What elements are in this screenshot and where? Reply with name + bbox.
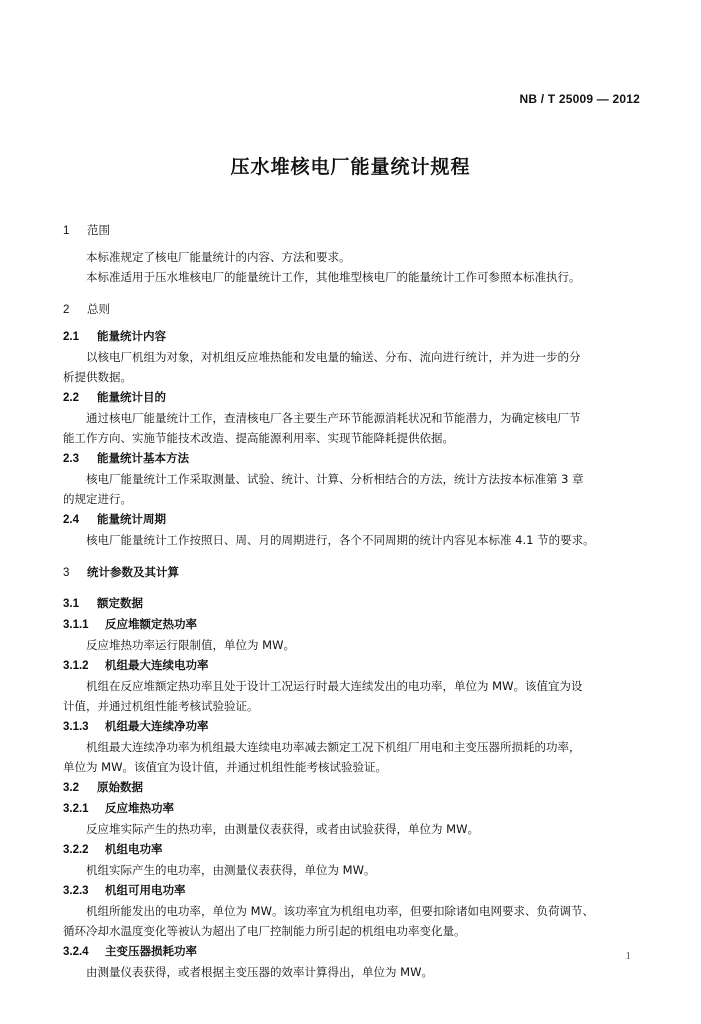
page-number: 1 — [625, 950, 631, 962]
standard-code: NB / T 25009 — 2012 — [519, 92, 640, 106]
section-heading-1 — [63, 220, 643, 241]
section-number: 3.1 — [63, 598, 79, 610]
section-title: 反应堆额定热功率 — [105, 617, 197, 631]
paragraph: 本标准适用于压水堆核电厂的能量统计工作，其他堆型核电厂的能量统计工作可参照本标准执行。 — [86, 270, 581, 284]
section-heading-3-1-2 — [63, 655, 643, 676]
section-number: 2.2 — [63, 392, 79, 404]
paragraph: 核电厂能量统计工作按照日、周、月的周期进行，各个不同周期的统计内容见本标准 4.1 节的要求。 — [86, 533, 595, 547]
paragraph: 以核电厂机组为对象，对机组反应堆热能和发电量的输送、分布、流向进行统计，并为进一步的分 — [86, 350, 581, 364]
section-number: 3.2.1 — [63, 803, 89, 815]
section-heading-3-2-4 — [63, 941, 643, 962]
section-title: 能量统计目的 — [97, 390, 166, 404]
paragraph-continuation: 计值，并通过机组性能考核试验验证。 — [63, 699, 259, 713]
document-title: 压水堆核电厂能量统计规程 — [230, 156, 471, 178]
section-number: 3.2.2 — [63, 844, 89, 856]
section-number: 3.2 — [63, 782, 79, 794]
paragraph: 机组在反应堆额定热功率且处于设计工况运行时最大连续发出的电功率，单位为 MW。该值宜为设 — [86, 679, 583, 693]
paragraph-continuation: 的规定进行。 — [63, 492, 132, 506]
section-heading-3-1-1 — [63, 614, 643, 635]
section-number: 2.1 — [63, 331, 79, 343]
section-number: 2.3 — [63, 453, 79, 465]
paragraph: 通过核电厂能量统计工作，查清核电厂各主要生产环节能源消耗状况和节能潜力，为确定核电厂节 — [86, 411, 581, 425]
section-number: 3.2.4 — [63, 946, 89, 958]
paragraph-continuation: 单位为 MW。该值宜为设计值，并通过机组性能考核试验验证。 — [63, 760, 387, 774]
section-title: 机组最大连续电功率 — [105, 658, 209, 672]
section-heading-2-4 — [63, 509, 643, 530]
section-title: 能量统计周期 — [97, 512, 166, 526]
paragraph: 机组所能发出的电功率，单位为 MW。该功率宜为机组电功率，但要扣除诸如电网要求、负荷调节、 — [86, 904, 594, 918]
section-number: 1 — [63, 225, 70, 237]
section-heading-3-2-2 — [63, 839, 643, 860]
section-number: 3.1.1 — [63, 619, 89, 631]
section-number: 3 — [63, 567, 70, 579]
section-heading-3-2-1 — [63, 798, 643, 819]
section-title: 总则 — [87, 302, 110, 316]
section-number: 2.4 — [63, 514, 79, 526]
section-heading-3 — [63, 562, 643, 583]
section-title: 主变压器损耗功率 — [105, 944, 197, 958]
section-number: 3.2.3 — [63, 885, 89, 897]
document-body — [63, 220, 643, 982]
paragraph: 本标准规定了核电厂能量统计的内容、方法和要求。 — [86, 250, 351, 264]
section-heading-3-1-3 — [63, 716, 643, 737]
paragraph: 核电厂能量统计工作采取测量、试验、统计、计算、分析相结合的方法，统计方法按本标准第 3 章 — [86, 472, 584, 486]
section-title: 能量统计内容 — [97, 329, 166, 343]
section-title: 反应堆热功率 — [105, 801, 174, 815]
section-title: 统计参数及其计算 — [87, 565, 179, 579]
paragraph: 由测量仪表获得，或者根据主变压器的效率计算得出，单位为 MW。 — [86, 965, 433, 979]
section-heading-3-2-3 — [63, 880, 643, 901]
section-title: 机组电功率 — [105, 842, 163, 856]
section-heading-3-2 — [63, 777, 643, 798]
paragraph: 机组最大连续净功率为机组最大连续电功率减去额定工况下机组厂用电和主变压器所损耗的功率， — [86, 740, 581, 754]
section-title: 机组可用电功率 — [105, 883, 186, 897]
paragraph-continuation: 能工作方向、实施节能技术改造、提高能源利用率、实现节能降耗提供依据。 — [63, 431, 454, 445]
paragraph-continuation: 析提供数据。 — [63, 370, 132, 384]
section-title: 能量统计基本方法 — [97, 451, 189, 465]
paragraph: 机组实际产生的电功率，由测量仪表获得，单位为 MW。 — [86, 863, 376, 877]
section-number: 3.1.2 — [63, 660, 89, 672]
section-heading-3-1 — [63, 593, 643, 614]
paragraph: 反应堆实际产生的热功率，由测量仪表获得，或者由试验获得，单位为 MW。 — [86, 822, 479, 836]
section-title: 范围 — [87, 223, 110, 237]
section-heading-2-3 — [63, 448, 643, 469]
section-heading-2-1 — [63, 326, 643, 347]
section-heading-2-2 — [63, 387, 643, 408]
paragraph: 反应堆热功率运行限制值，单位为 MW。 — [86, 638, 295, 652]
section-title: 额定数据 — [97, 596, 143, 610]
section-number: 2 — [63, 304, 70, 316]
paragraph-continuation: 循环冷却水温度变化等被认为超出了电厂控制能力所引起的机组电功率变化量。 — [63, 924, 466, 938]
section-number: 3.1.3 — [63, 721, 89, 733]
section-title: 机组最大连续净功率 — [105, 719, 209, 733]
section-heading-2 — [63, 299, 643, 320]
section-title: 原始数据 — [97, 780, 143, 794]
